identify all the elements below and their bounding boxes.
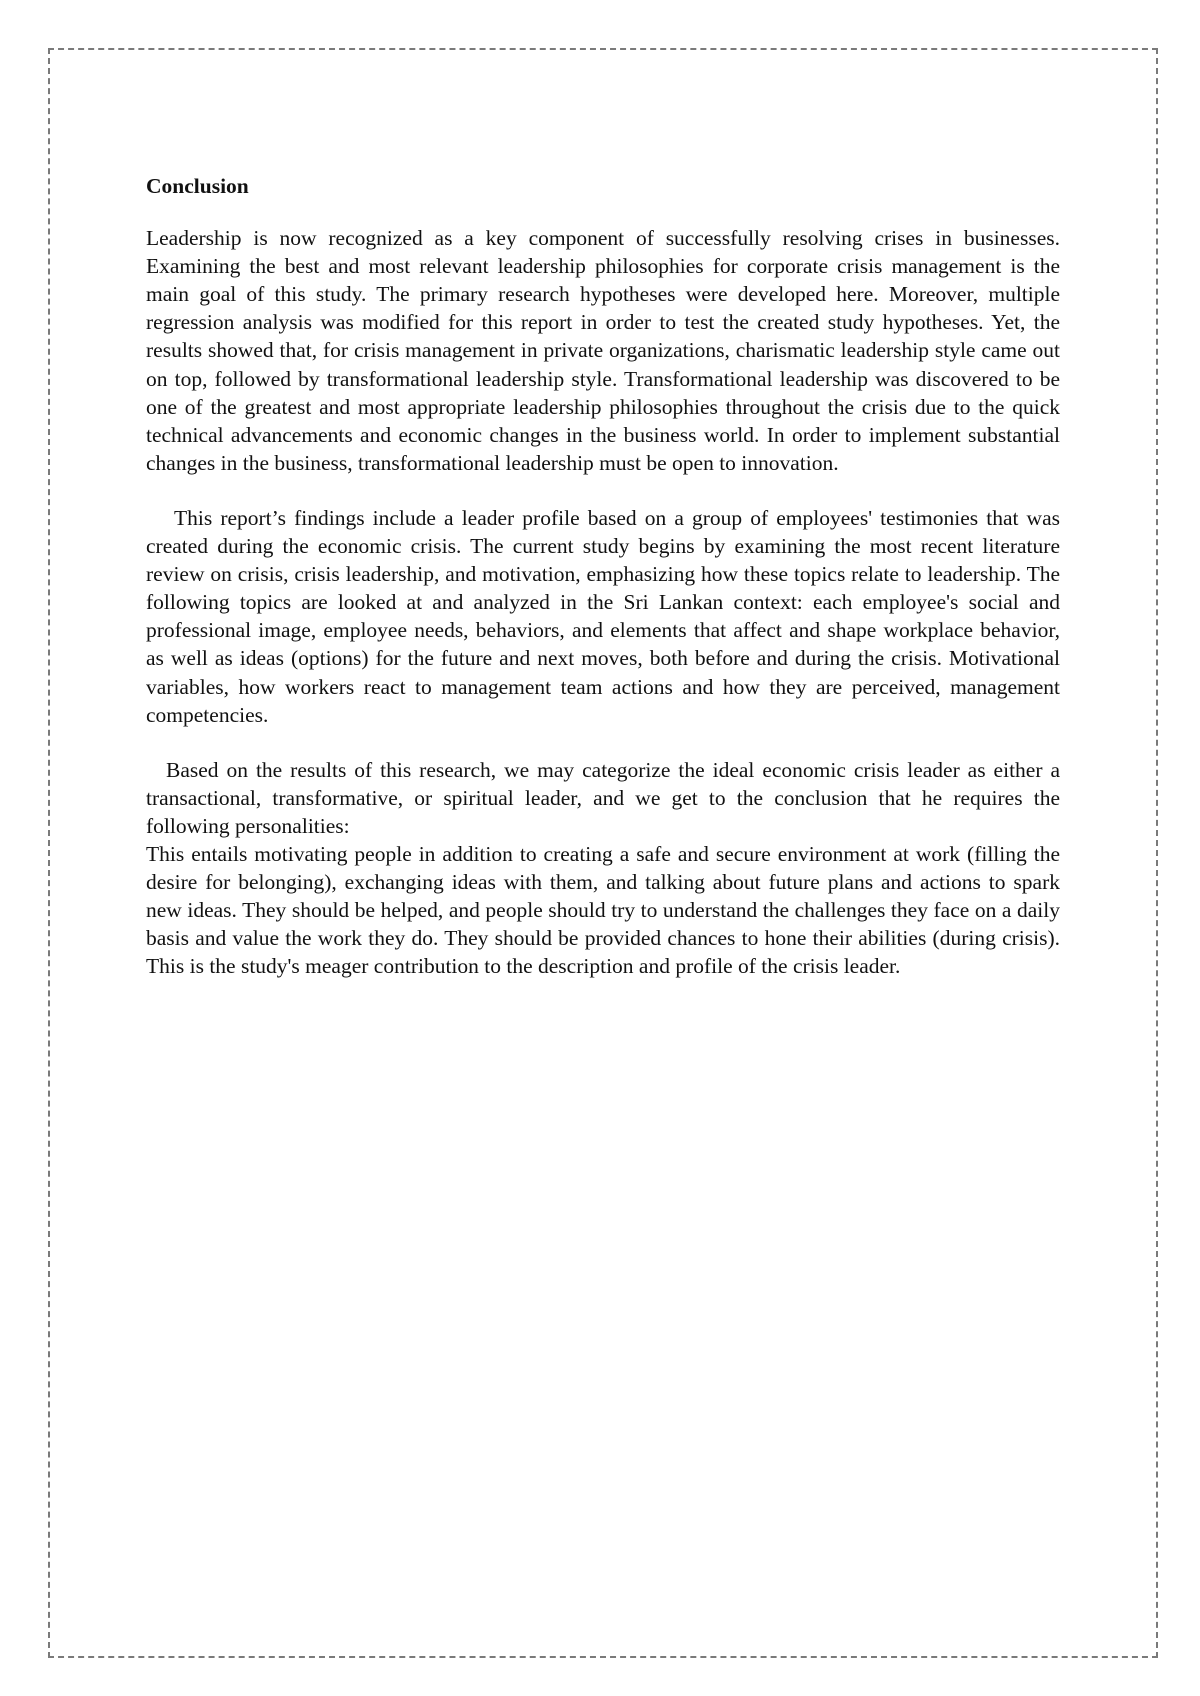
paragraph-2: This report’s findings include a leader profile based on a group of employees' testimonies that was created during the economic crisis. The current study begins by examining the most recent literature review on crisis, crisis leadership, and motivation, emphasizing how these topics relate to leadership. The following topics are looked at and analyzed in the Sri Lankan context: each employee's social and professional image, employee needs, behaviors, and elements that affect and shape workplace behavior, as well as ideas (options) for the future and next moves, both before and during the crisis. Motivational variables, how workers react to management team actions and how they are perceived, management competencies.: [146, 505, 1060, 727]
document-body: [146, 172, 1060, 980]
paragraph-4: This entails motivating people in addition to creating a safe and secure environment at work (filling the desire for belonging), exchanging ideas with them, and talking about future plans and actions to spark new ideas. They should be helped, and people should try to understand the challenges they face on a daily basis and value the work they do. They should be provided chances to hone their abilities (during crisis). This is the study's meager contribution to the description and profile of the crisis leader.: [146, 841, 1060, 979]
section-heading: Conclusion: [146, 174, 249, 198]
paragraph-1: Leadership is now recognized as a key component of successfully resolving crises in businesses. Examining the best and most relevant leadership philosophies for corporate crisis management is the main goal of this study. The primary research hypotheses were developed here. Moreover, multiple regression analysis was modified for this report in order to test the created study hypotheses. Yet, the results showed that, for crisis management in private organizations, charismatic leadership style came out on top, followed by transformational leadership style. Transformational leadership was discovered to be one of the greatest and most appropriate leadership philosophies throughout the crisis due to the quick technical advancements and economic changes in the business world. In order to implement substantial changes in the business, transformational leadership must be open to innovation.: [146, 226, 1060, 475]
paragraph-3: Based on the results of this research, we may categorize the ideal economic crisis leader as either a transactional, transformative, or spiritual leader, and we get to the conclusion that he requires the following personalities:: [146, 757, 1060, 838]
